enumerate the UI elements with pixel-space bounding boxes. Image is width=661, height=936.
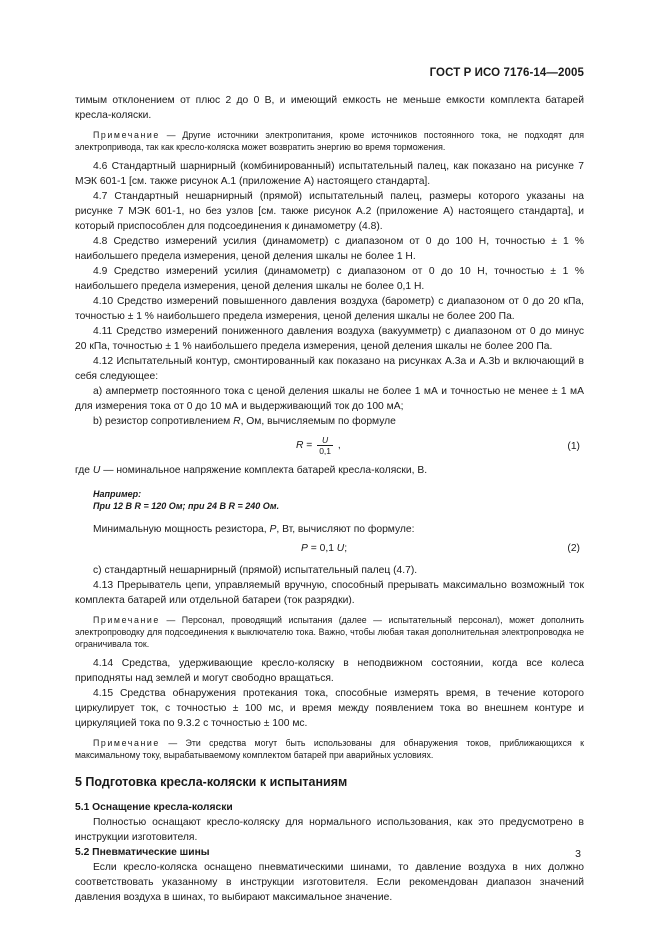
note-text: — Персонал, проводящий испытания (далее — испытательный персонал), может дополнить электропроводку для подсоединения к выключателю тока. Важно, чтобы любая такая дополнительная электропроводка не ограничивала ток. [75,615,584,649]
note-label: Примечание [93,615,160,625]
text-segment: , Ом, вычисляемым по формуле [240,416,396,427]
subsection-5-1-heading [75,800,584,815]
text-segment: , Вт, вычисляют по формуле: [276,524,415,535]
formula-2-number: (2) [567,543,580,554]
example-label: Например: [93,489,142,499]
variable-u: U [92,465,101,476]
formula-tail: ; [344,543,348,554]
clause-4-6: 4.6 Стандартный шарнирный (комбинированный) испытательный палец, как показано на рисунке 7 МЭК 601-1 [см. также рисунок А.1 (приложение А) настоящего стандарта]. [75,161,584,187]
formula-2-expression [301,541,347,556]
fraction-denominator: 0,1 [319,446,332,456]
document-header: ГОСТ Р ИСО 7176-14—2005 [429,67,584,79]
formula-1 [75,433,584,463]
clause-4-12-c: c) стандартный нешарнирный (прямой) испытательный палец (4.7). [93,565,418,576]
formula-lhs: R [296,440,304,452]
clause-4-9: 4.9 Средство измерений усилия (динамометр) с диапазоном от 0 до 10 Н, точностью ± 1 % наибольшего предела измерения, ценой деления шкалы не более 0,1 Н. [75,266,584,292]
note-text: — Эти средства могут быть использованы для обнаружения токов, приближающихся к максимальному току, вырабатываемому комплектом батарей при аварийных условиях. [75,738,584,760]
text-segment: — номинальное напряжение комплекта батарей кресла-коляски, В. [100,465,428,476]
formula-1-expression [296,435,341,456]
where-clause [75,463,584,478]
note-2 [75,614,584,650]
min-power-paragraph [75,522,584,537]
variable-r: R [233,416,241,427]
clause-5-1: Полностью оснащают кресло-коляску для нормального использования, как это предусмотрено в инструкции изготовителя. [75,817,584,843]
heading-text: 5.1 Оснащение кресла-коляски [75,802,233,813]
text-segment: Минимальную мощность резистора, [93,524,270,535]
formula-equals: = [303,440,316,452]
formula-1-number: (1) [567,441,580,452]
paragraph-continuation: тимым отклонением от плюс 2 до 0 В, и имеющий емкость не меньше емкости комплекта батарей кресла-коляски. [75,95,584,121]
document-body [75,93,584,905]
text-segment: где [75,465,93,476]
fraction [317,435,333,456]
page-number: 3 [575,848,581,860]
fraction-numerator: U [317,435,333,446]
note-label: Примечание [93,738,160,748]
clause-4-13: 4.13 Прерыватель цепи, управляемый вручную, способный прерывать максимально возможный ток комплекта батарей или отдельной батареи (ток разрядки). [75,580,584,606]
note-label: Примечание [93,130,160,140]
clause-4-15: 4.15 Средства обнаружения протекания тока, способные измерять время, в течение которого циркулирует ток, с точностью ± 100 мс, и время между появлением тока во внешнем контуре и циркуляцией тока по 9.3.2 с точностью ± 100 мс. [75,688,584,729]
note-1 [75,129,584,153]
heading-text: 5.2 Пневматические шины [75,847,210,858]
text-segment: b) резистор сопротивлением [93,416,234,427]
variable-p: P [269,524,277,535]
clause-4-7: 4.7 Стандартный нешарнирный (прямой) испытательный палец, размеры которого указаны на рисунке 7 МЭК 601-1, но без узлов [см. также рисунок А.2 (приложение А) настоящего стандарта], и который приспособлен для подсоединения к динамометру (4.8). [75,191,584,232]
clause-4-14: 4.14 Средства, удерживающие кресло-коляску в неподвижном состоянии, когда все колеса приподняты над землей и могут свободно вращаться. [75,658,584,684]
subsection-5-2-heading [75,845,584,860]
clause-4-11: 4.11 Средство измерений пониженного давления воздуха (вакуумметр) с диапазоном от 0 до минус 20 кПа, точностью ± 1 % наибольшего предела измерения, ценой деления шкалы не более 200 Па. [75,326,584,352]
section-5-heading: 5 Подготовка кресла-коляски к испытаниям [75,775,348,789]
clause-4-8: 4.8 Средство измерений усилия (динамометр) с диапазоном от 0 до 100 Н, точностью ± 1 % наибольшего предела измерения, ценой деления шкалы не более 1 Н. [75,236,584,262]
formula-var: U [336,543,345,554]
formula-2 [75,541,584,559]
note-3 [75,737,584,761]
note-text: — Другие источники электропитания, кроме источников постоянного тока, не подходят для электропривода, так как кресло-коляска может возвратить энергию во время торможения. [75,130,584,152]
formula-mid: = 0,1 [307,543,337,554]
formula-tail: , [335,440,341,452]
clause-4-12: 4.12 Испытательный контур, смонтированный как показано на рисунках А.3а и А.3b и включающий в себя следующее: [75,356,584,382]
clause-4-12-a: a) амперметр постоянного тока с ценой деления шкалы не более 1 мА и точностью не менее ± 1 мА для измерения тока от 0 до 10 мА и выдерживающий ток до 100 мА; [75,386,584,412]
formula-lhs: P [301,543,308,554]
clause-5-2: Если кресло-коляска оснащено пневматическими шинами, то давление воздуха в них должно соответствовать указанному в инструкции изготовителя. Если рекомендован диапазон значений давления воздуха в шинах, то выбирают максимальное значение. [75,862,584,903]
example-text: При 12 В R = 120 Ом; при 24 В R = 240 Ом. [93,501,280,511]
clause-4-12-b [75,414,584,429]
clause-4-10: 4.10 Средство измерений повышенного давления воздуха (барометр) с диапазоном от 0 до 20 кПа, точностью ± 1 % наибольшего предела измерения, ценой деления шкалы не более 200 Па. [75,296,584,322]
